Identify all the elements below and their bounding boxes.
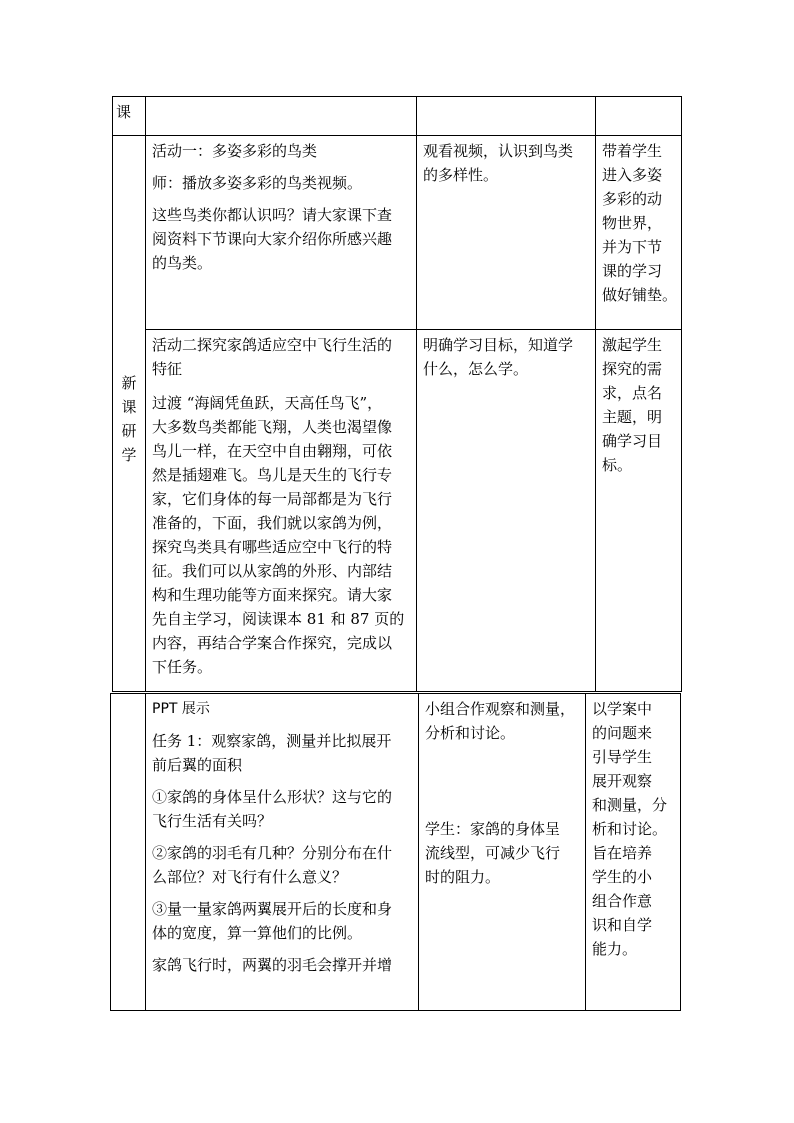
empty-cell [417,97,596,136]
tail-line: 家鸽飞行时，两翼的羽毛会撑开并增 [152,956,393,974]
student-activity-cell: 明确学习目标，知道学 什么，怎么学。 [417,330,596,692]
design-intent-cell: 激起学生 探究的需 求，点名 主题，明 确学习目 标。 [596,330,682,692]
teacher-activity-cell [146,694,419,1011]
section-label-cell [113,136,146,692]
question-2: ②家鸽的羽毛有几种？分别分布在什 么部位？对飞行有什么意义？ [152,844,393,886]
question-3: ③量一量家鸽两翼展开后的长度和身 体的宽度，算一算他们的比例。 [152,900,393,942]
table-row [111,694,681,1011]
empty-cell [146,97,417,136]
lesson-table-2 [110,693,681,1011]
empty-cell [111,694,146,1011]
stage-cell: 课 [113,97,146,136]
design-intent-cell: 带着学生 进入多姿 多彩的动 物世界， 并为下节 课的学习 做好铺垫。 [596,136,682,330]
table-row [113,330,682,692]
student-activity-cell: 小组合作观察和测量， 分析和讨论。 学生：家鸽的身体呈 流线型，可减少飞行 时的阻力。 [419,694,586,1011]
teacher-activity-cell [146,136,417,330]
design-intent-cell: 以学案中 的问题来 引导学生 展开观察 和测量，分 析和讨论。 旨在培养 学生的小 组合作意 识和自学 能力。 [586,694,681,1011]
empty-cell [596,97,682,136]
transition-paragraph: 过渡 “海阔凭鱼跃，天高任鸟飞”， 大多数鸟类都能飞翔，人类也渴望像 鸟儿一样，在天空中自由翱翔，可依 然是插翅难飞。鸟儿是天生的飞行专 家，它们身体的每一局部都是为飞行 准备的，下面，我们就以家鸽为例， 探究鸟类具有哪些适应空中飞行的特 征。我们可以从家鸽的外形、内部结 构和生理功能等方面来探究。请大家 先自主学习，阅读课本 81 和 87 页的 内容，再结合学案合作探究，完成以 下任务。 [152,394,405,676]
question-1: ①家鸽的身体呈什么形状？这与它的 飞行生活有关吗？ [152,788,393,830]
task1: 任务 1：观察家鸽，测量并比拟展开 前后翼的面积 [152,732,392,774]
table-row [113,136,682,330]
table-row [113,97,682,136]
teacher-line: 师：播放多姿多彩的鸟类视频。 [152,174,363,192]
section-label: 新 课 研 学 [121,373,137,464]
lesson-table-1 [112,96,682,692]
student-answer: 学生：家鸽的身体呈 流线型，可减少飞行 时的阻力。 [425,820,561,886]
ppt-label: PPT 展示 [152,701,210,717]
teacher-activity-cell: 活动二探究家鸽适应空中飞行生活的 特征 过渡 “海阔凭鱼跃，天高任鸟飞”， 大多数鸟类都能飞翔，人类也渴望像 鸟儿一样，在天空中自由翱翔，可依 然是插翅难飞。鸟儿是天生的飞行专 家，它们身体的每一局部都是为飞行 准备的，下面，我们就以家鸽为例， 探究鸟类具有哪些适应空中飞行的特 征。我们可以从家鸽的外形、内部结 构和生理功能等方面来探究。请大家 先自主学习，阅读课本 81 和 87 页的 内容，再结合学案合作探究，完成以 下任务。 [146,330,417,692]
activity-title: 活动一：多姿多彩的鸟类 [152,142,318,160]
question-paragraph: 这些鸟类你都认识吗？请大家课下查 阅资料下节课向大家介绍你所感兴趣 的鸟类。 [152,206,393,272]
student-activity-cell: 观看视频，认识到鸟类 的多样性。 [417,136,596,330]
